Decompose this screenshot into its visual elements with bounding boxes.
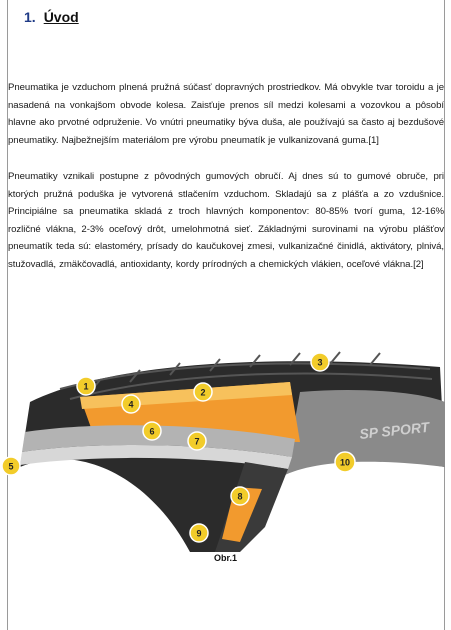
svg-text:4: 4 — [128, 399, 134, 410]
section-title: Úvod — [43, 9, 79, 25]
callout-4 — [122, 395, 140, 413]
section-number: 1. — [24, 9, 36, 25]
callout-3 — [311, 353, 329, 371]
figure-caption: Obr.1 — [213, 553, 237, 563]
callout-6 — [143, 422, 161, 440]
callout-5 — [2, 457, 20, 475]
section-heading — [24, 9, 79, 25]
svg-text:9: 9 — [196, 528, 202, 539]
paragraph-1: Pneumatika je vzduchom plnená pružná súčasť dopravných prostriedkov. Má obvykle tvar toroidu a je nasadená na vonkajšom obvode kolesa. Zaisťuje prenos síl medzi kolesami a vozovkou a pôsobí hlavne ako prvotné odpruženie. Vo vnútri pneumatiky býva duša, ale používajú sa často aj bezdušové pneumatiky. Najbežnejším materiálom pre výrobu pneumatík je vulkanizovaná guma.[1] — [8, 82, 444, 146]
callout-10 — [335, 452, 355, 472]
tire-illustration — [0, 347, 451, 552]
svg-text:2: 2 — [200, 387, 206, 398]
callout-2 — [194, 383, 212, 401]
callout-8 — [231, 487, 249, 505]
callout-7 — [188, 432, 206, 450]
svg-text:8: 8 — [237, 491, 243, 502]
tire-cross-section-figure — [0, 347, 451, 552]
svg-text:3: 3 — [317, 357, 323, 368]
svg-text:5: 5 — [8, 461, 14, 472]
svg-text:10: 10 — [339, 457, 351, 468]
svg-text:7: 7 — [194, 436, 200, 447]
sidewall-brand-text: SP SPORT — [358, 418, 430, 442]
svg-text:1: 1 — [83, 381, 89, 392]
callout-1 — [77, 377, 95, 395]
paragraph-2: Pneumatiky vznikali postupne z pôvodných gumových obručí. Aj dnes sú to gumové obruče, pri ktorých pružná poduška je vytvorená stlačením vzduchom. Skladajú sa z plášťa a zo vzdušnice. Principiálne sa pneumatika skladá z troch hlavných komponentov: 80-85% tvorí guma, 12-16% rozličné vlákna, 2-3% oceľový drôt, umelohmotná sieť. Základnými surovinami na výrobu plášťov pneumatík teda sú: elastoméry, prísady do kaučukovej zmesi, vulkanizačné činidlá, aktivátory, plnivá, stužovadlá, zmäkčovadlá, antioxidanty, kordy prírodných a chemických vlákien, oceľové vlákna.[2] — [8, 171, 444, 270]
callout-9 — [190, 524, 208, 542]
svg-text:6: 6 — [149, 426, 155, 437]
